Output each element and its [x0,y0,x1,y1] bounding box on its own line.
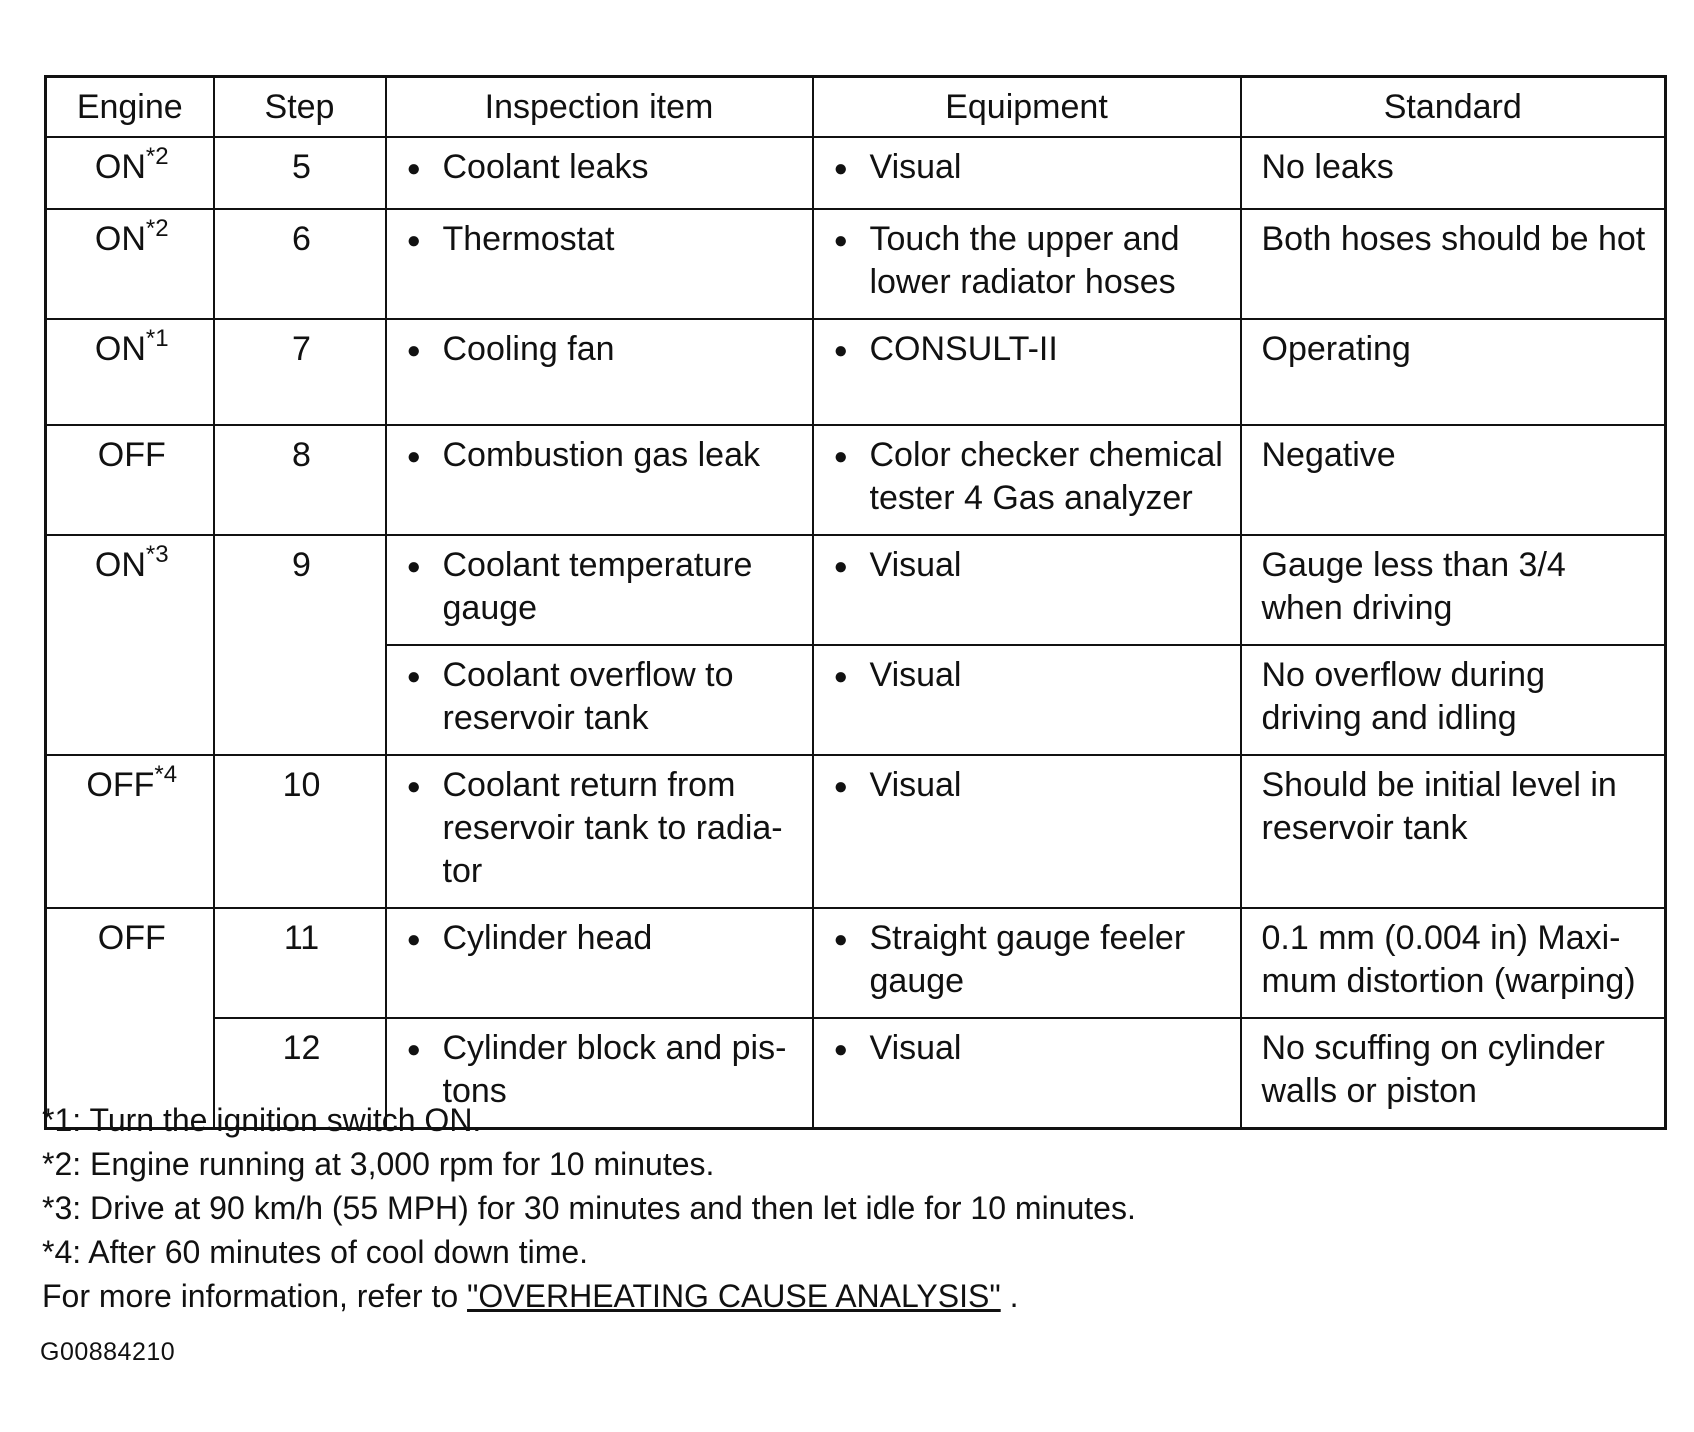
footnote-3: *3: Drive at 90 km/h (55 MPH) for 30 minutes and then let idle for 10 minutes. [42,1190,1136,1226]
equipment-cell [813,908,1241,1018]
engine-footnote-ref: *1 [145,324,169,352]
standard-cell: Gauge less than 3/4 when driving [1241,535,1666,645]
engine-footnote-ref: *3 [145,540,169,568]
engine-cell [46,319,214,425]
engine-cell [46,137,214,209]
inspection-cell [386,319,813,425]
table-row [46,908,1666,1018]
inspection-item: Coolant overflow to reservoir tank [442,656,734,737]
inspection-cell [386,137,813,209]
bullet-icon: ● [406,337,421,364]
bullet-icon: ● [833,443,848,470]
standard-cell: Operating [1241,319,1666,425]
equipment-item: Color checker chemical tester 4 Gas analyzer [869,436,1223,517]
table-row [46,755,1666,908]
inspection-item: Cooling fan [442,330,615,368]
overheating-analysis-link[interactable]: "OVERHEATING CAUSE ANALYSIS" [467,1278,1001,1314]
inspection-cell [386,645,813,755]
header-equipment: Equipment [813,77,1241,138]
step-cell: 9 [214,535,386,755]
inspection-cell [386,755,813,908]
bullet-icon: ● [833,553,848,580]
footnote-4: *4: After 60 minutes of cool down time. [42,1234,589,1270]
bullet-icon: ● [406,773,421,800]
bullet-icon: ● [833,337,848,364]
standard-cell: Both hoses should be hot [1241,209,1666,319]
equipment-item: Visual [869,766,962,804]
standard-cell: 0.1 mm (0.004 in) Maxi-mum distortion (warping) [1241,908,1666,1018]
bullet-icon: ● [833,1036,848,1063]
step-cell: 10 [214,755,386,908]
image-code: G00884210 [40,1338,176,1366]
bullet-icon: ● [833,926,848,953]
reference-prefix: For more information, refer to [42,1278,468,1314]
inspection-item: Thermostat [442,220,615,258]
inspection-cell [386,535,813,645]
table-row [46,209,1666,319]
standard-cell: Negative [1241,425,1666,535]
inspection-item: Coolant temperature gauge [442,546,753,627]
engine-footnote-ref: *2 [145,214,169,242]
standard-cell: Should be initial level in reservoir tank [1241,755,1666,908]
equipment-item: CONSULT-II [869,330,1058,368]
equipment-cell [813,535,1241,645]
inspection-cell [386,209,813,319]
inspection-table-container [44,75,1664,1130]
step-cell: 12 [214,1018,386,1129]
equipment-item: Straight gauge feeler gauge [869,919,1186,1000]
equipment-item: Touch the upper and lower radiator hoses [869,220,1180,301]
header-standard: Standard [1241,77,1666,138]
engine-footnote-ref: *4 [154,760,178,788]
standard-cell: No overflow during driving and idling [1241,645,1666,755]
table-row [46,319,1666,425]
bullet-icon: ● [833,227,848,254]
engine-state: OFF [86,766,155,804]
step-cell: 8 [214,425,386,535]
inspection-cell [386,425,813,535]
engine-state: ON [94,546,146,584]
equipment-cell [813,645,1241,755]
bullet-icon: ● [406,553,421,580]
inspection-item: Coolant return from reservoir tank to radia-tor [442,766,783,890]
reference-line [42,1274,1662,1318]
step-cell: 7 [214,319,386,425]
engine-state: OFF [97,919,166,957]
equipment-item: Visual [869,656,962,694]
step-cell: 5 [214,137,386,209]
header-step: Step [214,77,386,138]
engine-cell [46,535,214,755]
equipment-item: Visual [869,148,962,186]
equipment-cell [813,425,1241,535]
equipment-cell [813,755,1241,908]
engine-state: OFF [97,436,166,474]
bullet-icon: ● [406,227,421,254]
table-row [46,137,1666,209]
inspection-cell [386,908,813,1018]
inspection-table [44,75,1667,1130]
header-engine: Engine [46,77,214,138]
engine-cell [46,209,214,319]
bullet-icon: ● [406,155,421,182]
equipment-item: Visual [869,1029,962,1067]
footnotes [42,1098,1662,1318]
step-cell: 11 [214,908,386,1018]
engine-state: ON [94,330,146,368]
inspection-item: Combustion gas leak [442,436,761,474]
table-row [46,535,1666,645]
bullet-icon: ● [833,155,848,182]
inspection-item: Coolant leaks [442,148,649,186]
engine-cell [46,908,214,1129]
bullet-icon: ● [406,443,421,470]
bullet-icon: ● [406,663,421,690]
equipment-cell [813,319,1241,425]
engine-state: ON [94,220,146,258]
footnote-1: *1: Turn the ignition switch ON. [42,1102,482,1138]
engine-state: ON [94,148,146,186]
equipment-cell [813,209,1241,319]
table-row [46,425,1666,535]
standard-cell: No scuffing on cylinder walls or piston [1241,1018,1666,1129]
inspection-item: Cylinder block and pis-tons [442,1029,787,1110]
step-cell: 6 [214,209,386,319]
equipment-item: Visual [869,546,962,584]
reference-suffix: . [1000,1278,1019,1314]
bullet-icon: ● [406,1036,421,1063]
footnote-2: *2: Engine running at 3,000 rpm for 10 minutes. [42,1146,715,1182]
bullet-icon: ● [833,663,848,690]
bullet-icon: ● [406,926,421,953]
engine-footnote-ref: *2 [145,142,169,170]
header-inspection-item: Inspection item [386,77,813,138]
standard-cell: No leaks [1241,137,1666,209]
table-header-row [46,77,1666,138]
inspection-item: Cylinder head [442,919,653,957]
engine-cell [46,425,214,535]
equipment-cell [813,137,1241,209]
engine-cell [46,755,214,908]
bullet-icon: ● [833,773,848,800]
